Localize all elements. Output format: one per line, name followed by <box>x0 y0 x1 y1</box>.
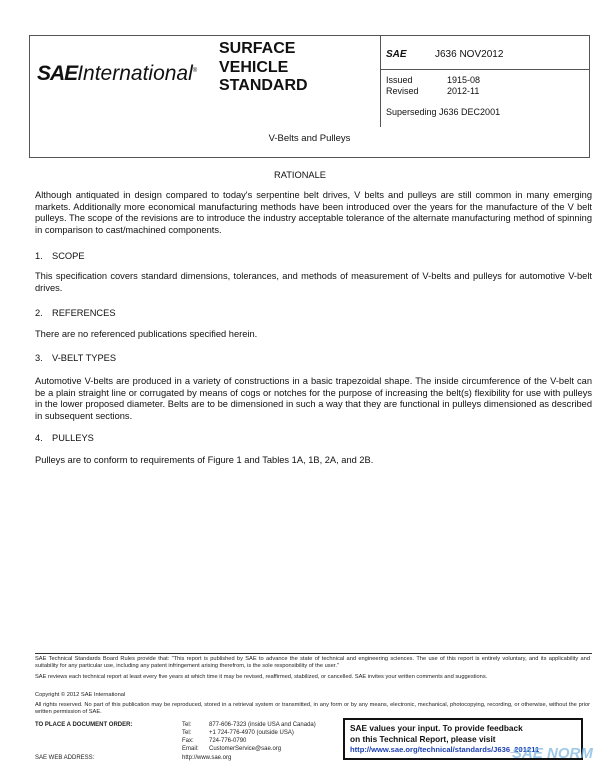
section-text: Automotive V-belts are produced in a variety of constructions in a basic trapezoidal shape. The inside circumference of the V-belt can be a plain straight line or corrugated by means of cogs or notches for the purpose of increasing the belt(s) flexibility for use with pulleys in the lower proposed diameter. Belts are to be dimensioned in such a way that they are functional in pulleys dimensioned as described in subsequent sections. <box>35 376 592 421</box>
section-number: 1. <box>35 251 43 261</box>
section-text: There are no referenced publications specified herein. <box>35 329 258 339</box>
review-note: SAE reviews each technical report at least every five years at which time it may be revised, reaffirmed, stabilized, or cancelled. SAE invites your written comments and suggestions. <box>35 674 488 680</box>
email-value[interactable]: CustomerService@sae.org <box>209 746 282 752</box>
issued-label: Issued <box>386 75 413 85</box>
standard-type-line: VEHICLE <box>219 58 289 76</box>
header-divider <box>380 35 381 127</box>
feedback-line: on this Technical Report, please visit <box>350 733 496 744</box>
fax-value: 724-776-0790 <box>209 738 247 744</box>
section-number: 4. <box>35 433 43 443</box>
section-text: Pulleys are to conform to requirements of Figure 1 and Tables 1A, 1B, 2A, and 2B. <box>35 455 374 465</box>
superseding: Superseding J636 DEC2001 <box>386 107 501 117</box>
standard-type <box>219 40 308 96</box>
fax-label: Fax: <box>182 738 194 744</box>
section-title: REFERENCES <box>52 308 116 318</box>
rationale-heading: RATIONALE <box>273 170 326 180</box>
section-heading <box>35 308 116 318</box>
section-title: PULLEYS <box>52 433 94 443</box>
section-title: V-BELT TYPES <box>52 353 117 363</box>
board-rules: SAE Technical Standards Board Rules provide that: "This report is published by SAE to advance the state of technical and engineering sciences. The use of this report is entirely voluntary, and its applicability and suitability for any particular use, including any patent infringement arising therefrom, is the sole responsibility of the user." <box>35 656 590 670</box>
section-title: SCOPE <box>52 251 85 261</box>
footer-divider <box>35 653 592 654</box>
watermark: SAE NORM <box>512 745 593 762</box>
section-heading <box>35 353 116 363</box>
tel2-value: +1 724-776-4970 (outside USA) <box>209 730 294 736</box>
sae-mark: SAE <box>386 49 407 60</box>
revised-value: 2012-11 <box>447 86 480 96</box>
sae-international-logo: SAEInternational® <box>37 62 198 85</box>
standard-type-line: STANDARD <box>219 77 308 94</box>
feedback-link[interactable]: http://www.sae.org/technical/standards/J636_201211 <box>350 745 540 754</box>
tel-label: Tel: <box>182 722 192 728</box>
section-text: This specification covers standard dimensions, tolerances, and methods of measurement of V-belts and pulleys for automotive V-belt drives. <box>35 271 592 293</box>
email-label: Email: <box>182 746 199 752</box>
revised-label: Revised <box>386 86 419 96</box>
section-number: 3. <box>35 353 43 363</box>
tel2-label: Tel: <box>182 730 192 736</box>
issued-value: 1915-08 <box>447 75 481 85</box>
doc-number: J636 NOV2012 <box>435 49 504 60</box>
web-value[interactable]: http://www.sae.org <box>182 755 232 761</box>
feedback-line: SAE values your input. To provide feedback <box>350 723 523 733</box>
rights-note: All rights reserved. No part of this publication may be reproduced, stored in a retrieval system or transmitted, in any form or by any means, electronic, mechanical, photocopying, recording, or otherwise, without the prior written permission of SAE. <box>35 702 590 716</box>
order-label: TO PLACE A DOCUMENT ORDER: <box>35 722 133 728</box>
header-divider <box>380 69 590 70</box>
section-heading <box>35 251 85 261</box>
copyright: Copyright © 2012 SAE International <box>35 692 126 698</box>
web-label: SAE WEB ADDRESS: <box>35 755 95 761</box>
section-heading <box>35 433 94 443</box>
standard-type-line: SURFACE <box>219 40 296 57</box>
document-title: V-Belts and Pulleys <box>268 133 351 144</box>
tel-value: 877-606-7323 (inside USA and Canada) <box>209 722 316 728</box>
rationale-text: Although antiquated in design compared to today's serpentine belt drives, V belts and pulleys are still common in many emerging markets. Additionally more economical manufacturing methods have been introduced over the years for the manufacture of the V belt pulleys. The scope of the revisions are to introduce the industry acceptable tolerance of the alternate manufacturing method of spinning in comparison to cast/machined components. <box>35 190 592 235</box>
section-number: 2. <box>35 308 43 318</box>
